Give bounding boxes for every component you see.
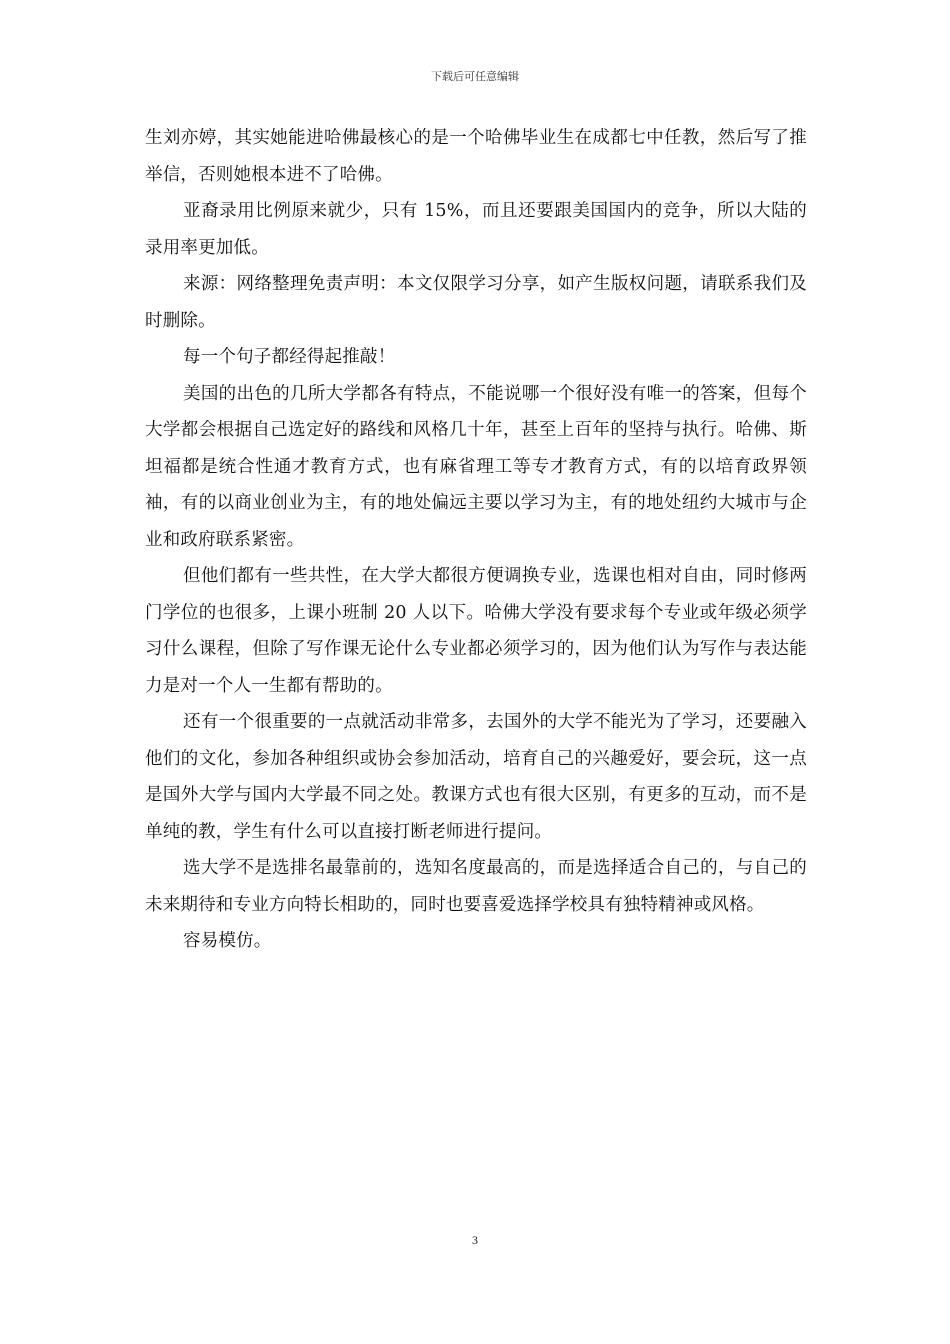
paragraph-disclaimer: 来源：网络整理免责声明：本文仅限学习分享，如产生版权问题，请联系我们及时删除。 [145,274,807,331]
paragraph: 容易模仿。 [183,931,272,951]
page-header: 下载后可任意编辑 [431,70,519,83]
paragraph-continuation: 生刘亦婷，其实她能进哈佛最核心的是一个哈佛毕业生在成都七中任教，然后写了推举信，否则她根本进不了哈佛。 [145,128,807,185]
document-body [145,120,807,960]
paragraph: 但他们都有一些共性，在大学大都很方便调换专业，选课也相对自由，同时修两门学位的也很多，上课小班制 20 人以下。哈佛大学没有要求每个专业或年级必须学习什么课程，但除了写作课无论什么专业都必须学习的，因为他们认为写作与表达能力是对一个人一生都有帮助的。 [145,566,807,696]
paragraph: 还有一个很重要的一点就活动非常多，去国外的大学不能光为了学习，还要融入他们的文化，参加各种组织或协会参加活动，培育自己的兴趣爱好，要会玩，这一点是国外大学与国内大学最不同之处。教课方式也有很大区别，有更多的互动，而不是单纯的教，学生有什么可以直接打断老师进行提问。 [145,712,807,842]
paragraph: 每一个句子都经得起推敲！ [183,347,396,367]
page-number: 3 [472,1233,478,1247]
paragraph: 选大学不是选排名最靠前的，选知名度最高的，而是选择适合自己的，与自己的未来期待和专业方向特长相助的，同时也要喜爱选择学校具有独特精神或风格。 [145,858,807,915]
paragraph: 亚裔录用比例原来就少，只有 15%，而且还要跟美国国内的竞争，所以大陆的录用率更加低。 [145,201,807,258]
paragraph: 美国的出色的几所大学都各有特点，不能说哪一个很好没有唯一的答案，但每个大学都会根据自己选定好的路线和风格几十年，甚至上百年的坚持与执行。哈佛、斯坦福都是统合性通才教育方式，也有麻省理工等专才教育方式，有的以培育政界领袖，有的以商业创业为主，有的地处偏远主要以学习为主，有的地处纽约大城市与企业和政府联系紧密。 [145,383,807,550]
